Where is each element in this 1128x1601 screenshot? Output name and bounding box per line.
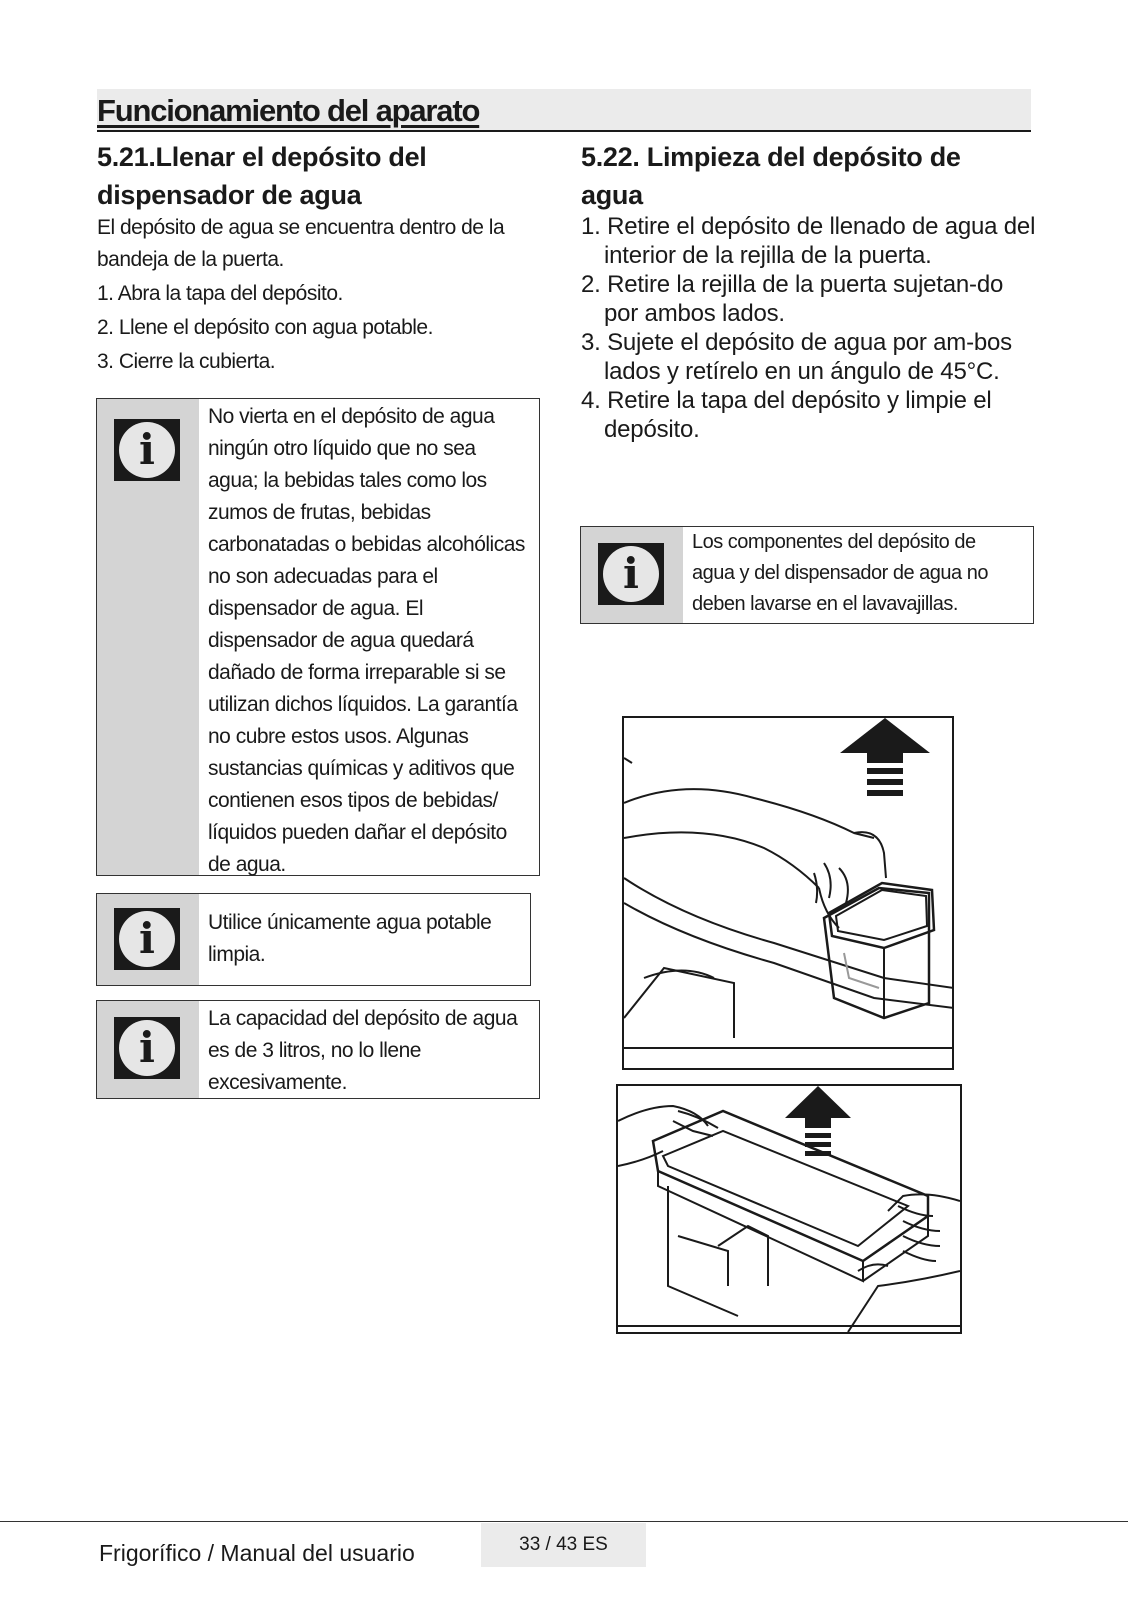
step-item: 3. Sujete el depósito de agua por am-bos lados y retírelo en un ángulo de 45°C.: [581, 329, 1012, 385]
step-item: 4. Retire la tapa del depósito y limpie el depósito.: [581, 387, 992, 443]
step-item: 3. Cierre la cubierta.: [97, 350, 276, 373]
page-number: 33 / 43 ES: [481, 1523, 646, 1567]
step-item: 1. Retire el depósito de llenado de agua del interior de la rejilla de la puerta.: [581, 213, 1036, 269]
info-text: La capacidad del depósito de agua es de 3 litros, no lo llene excesivamente.: [208, 1007, 518, 1094]
illustration-remove-grille: [616, 1084, 962, 1334]
fill-steps: [97, 277, 557, 379]
step-item: 1. Abra la tapa del depósito.: [97, 282, 343, 305]
section-header: [97, 89, 1031, 132]
illustration-remove-tank: [622, 716, 954, 1070]
intro-text: El depósito de agua se encuentra dentro de la bandeja de la puerta.: [97, 216, 505, 271]
info-icon: i: [114, 419, 180, 481]
arrow-up-icon: [783, 1086, 853, 1166]
info-text: Los componentes del depósito de agua y del dispensador de agua no deben lavarse en el lavavajillas.: [692, 531, 988, 615]
step-item: 2. Retire la rejilla de la puerta sujetan-do por ambos lados.: [581, 271, 1004, 327]
info-bar: [97, 399, 199, 875]
arrow-up-icon: [835, 718, 935, 808]
info-icon: i: [114, 908, 180, 970]
info-bar: [97, 894, 199, 985]
info-bar: [581, 527, 683, 623]
heading-5-21: 5.21.Llenar el depósito del dispensador de agua: [97, 142, 427, 210]
section-title: Funcionamiento del aparato: [97, 93, 480, 128]
footer-divider: [0, 1521, 1128, 1522]
right-column: [581, 138, 1041, 444]
info-bar: [97, 1001, 199, 1098]
info-note-potable: [96, 893, 531, 986]
clean-steps: [581, 212, 1041, 444]
info-text: No vierta en el depósito de agua ningún otro líquido que no sea agua; la bebidas tales como los zumos de frutas, bebidas carbonatadas o bebidas alcohólicas no son adecuadas para el dispensador de agua. El dispensador de agua quedará dañado de forma irreparable si se utilizan dichos líquidos. La garantía no cubre estos usos. Algunas sustancias químicas y aditivos que contienen esos tipos de bebidas/ líquidos pueden dañar el depósito de agua.: [208, 405, 525, 876]
left-column: [97, 138, 557, 379]
info-icon: i: [114, 1017, 180, 1079]
info-note-capacity: [96, 1000, 540, 1099]
info-icon: i: [598, 543, 664, 605]
info-note-dishwasher: [580, 526, 1034, 624]
footer-manual-title: Frigorífico / Manual del usuario: [99, 1540, 415, 1566]
step-item: 2. Llene el depósito con agua potable.: [97, 316, 433, 339]
heading-5-22: 5.22. Limpieza del depósito de agua: [581, 142, 961, 210]
info-text: Utilice únicamente agua potable limpia.: [208, 911, 492, 966]
info-note-liquids: [96, 398, 540, 876]
